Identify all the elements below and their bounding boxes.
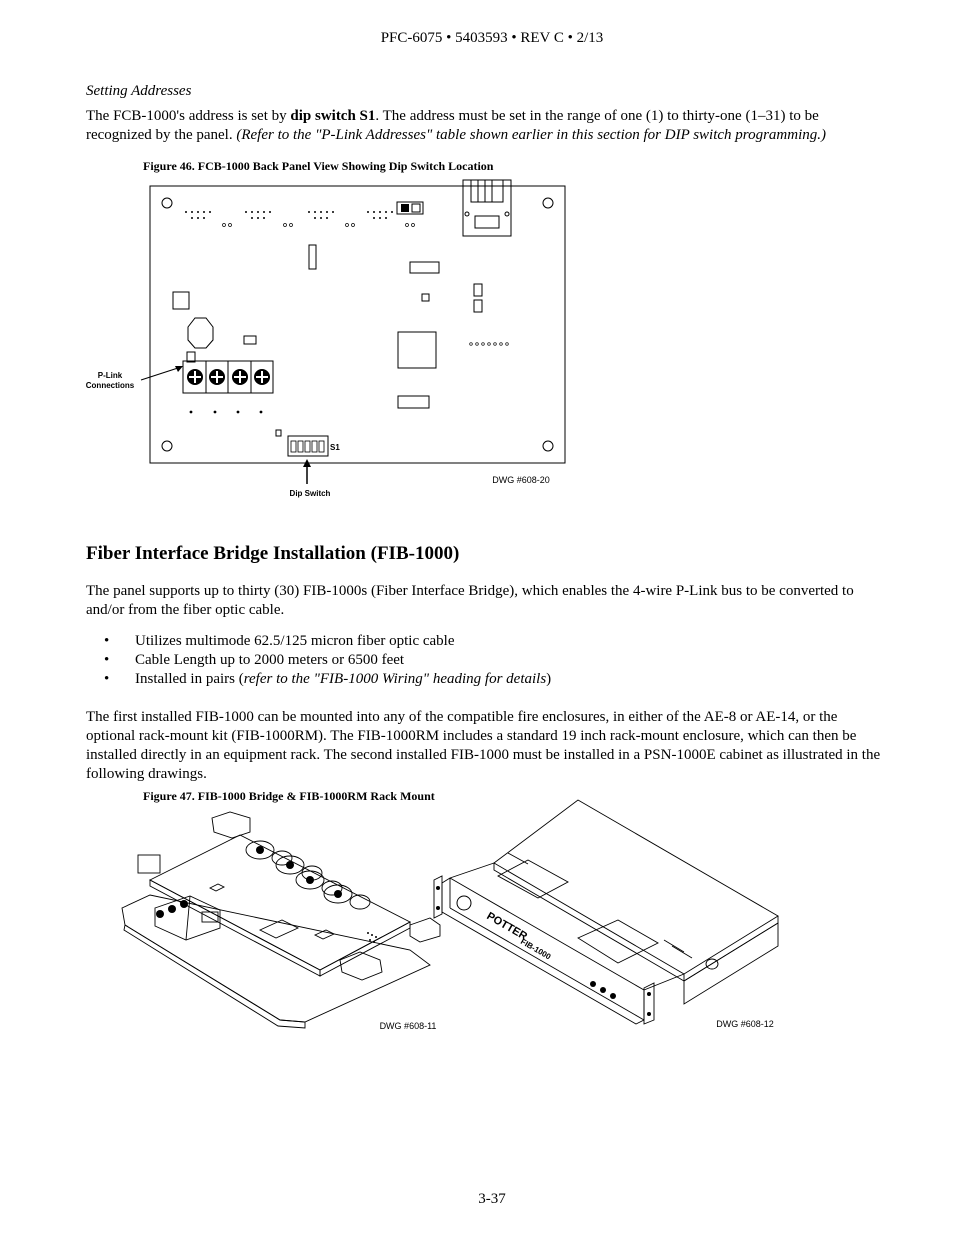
fib-paragraph-2: The first installed FIB-1000 can be mounted into any of the compatible fire enclosures, in either of the AE-8 or AE-14, or the optional rack-mount kit (FIB-1000RM). The FIB-1000RM includes a standard 19 inch rack-mount enclosure, which can then be installed directly in an equipment rack. The second installed FIB-1000 must be installed in a PSN-1000E cabinet as illustrated in the following drawings. — [86, 709, 881, 782]
fib-intro: The panel supports up to thirty (30) FIB-1000s (Fiber Interface Bridge), which enables the 4-wire P-Link bus to be converted to and/or from the fiber optic cable. — [86, 583, 854, 618]
bullet-text: ) — [546, 671, 552, 687]
list-item: • Installed in pairs (refer to the "FIB-1000 Wiring" heading for details) — [104, 671, 552, 687]
page-header: PFC-6075 • 5403593 • REV C • 2/13 — [380, 30, 604, 46]
potter-logo-text: POTTER — [484, 910, 530, 943]
text-span: The FCB-1000's address is set by — [86, 108, 291, 124]
bullet-text: Utilizes multimode 62.5/125 micron fiber optic cable — [135, 633, 455, 649]
fib-1000rm-rack-drawing — [428, 798, 798, 1033]
fib-model-text: FIB-1000 — [519, 936, 553, 962]
address-paragraph — [86, 107, 886, 145]
dwg-608-20: DWG #608-20 — [492, 475, 550, 485]
list-item: • Utilizes multimode 62.5/125 micron fiber optic cable — [104, 633, 455, 649]
dwg-608-11: DWG #608-11 — [379, 1021, 437, 1031]
bullet-text: Installed in pairs ( — [135, 671, 244, 687]
dwg-608-12: DWG #608-12 — [716, 1019, 774, 1029]
bold-span: dip switch S1 — [290, 108, 376, 124]
fib-bullet-list — [104, 632, 551, 689]
list-item: • Cable Length up to 2000 meters or 6500 feet — [104, 652, 405, 668]
s1-label: S1 — [330, 443, 340, 452]
italic-span: refer to the "FIB-1000 Wiring" heading for details — [243, 671, 547, 687]
fib-1000-board-drawing — [110, 810, 450, 1035]
figure46-drawing — [75, 170, 575, 505]
bullet-text: Cable Length up to 2000 meters or 6500 feet — [135, 652, 405, 668]
italic-span: (Refer to the "P-Link Addresses" table shown earlier in this section for DIP switch programming.) — [236, 127, 826, 143]
figure47-caption: Figure 47. FIB-1000 Bridge & FIB-1000RM Rack Mount — [143, 789, 435, 803]
figure46-caption: Figure 46. FCB-1000 Back Panel View Showing Dip Switch Location — [143, 159, 494, 173]
page-number: 3-37 — [478, 1191, 506, 1207]
dip-switch-label: Dip Switch — [289, 489, 331, 498]
plink-label-line1: P-Link — [97, 371, 123, 380]
plink-label-line2: Connections — [85, 381, 135, 390]
subsection-heading: Setting Addresses — [86, 83, 192, 99]
text-span: . The address must be set in the range of one (1) to thirty-one (1–31) to be recognized by the panel. — [86, 108, 819, 143]
fib-heading: Fiber Interface Bridge Installation (FIB-1000) — [86, 543, 460, 564]
